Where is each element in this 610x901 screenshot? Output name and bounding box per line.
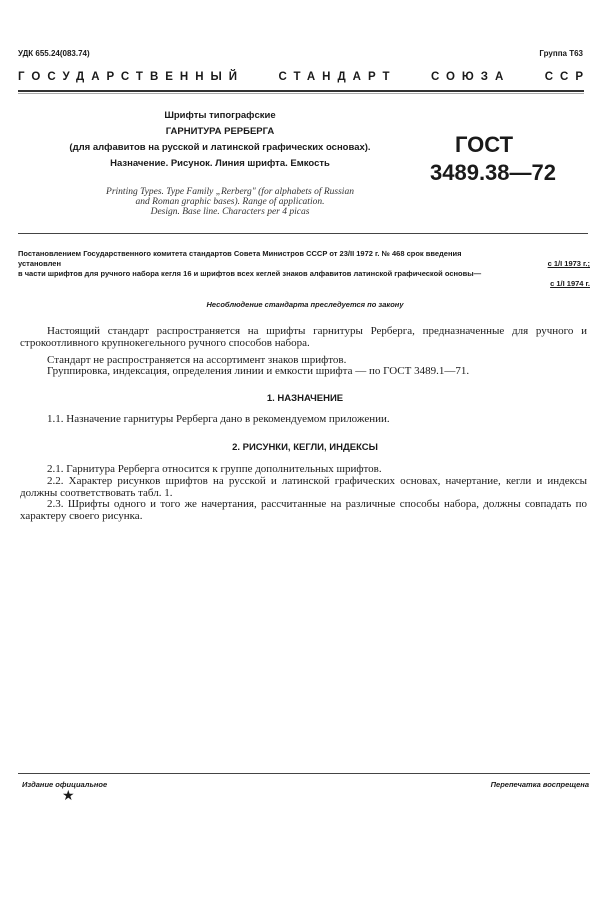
- clause-1-1: 1.1. Назначение гарнитуры Рерберга дано в рекомендуемом приложении.: [47, 413, 390, 425]
- decree-line-1: [18, 249, 590, 259]
- section-heading-1: 1. НАЗНАЧЕНИЕ: [266, 393, 344, 404]
- title-block: [40, 108, 400, 172]
- decree-block: [18, 249, 590, 289]
- non-compliance-notice: Несоблюдение стандарта преследуется по закону: [206, 300, 404, 309]
- star-icon: ★: [62, 789, 75, 804]
- reprint-prohibited-label: Перепечатка воспрещена: [490, 780, 589, 789]
- clause-2-1: 2.1. Гарнитура Рерберга относится к группе дополнительных шрифтов.: [47, 463, 382, 475]
- decree-date-1: с 1/I 1973 г.;: [547, 259, 590, 268]
- intro-paragraph-2: Стандарт не распространяется на ассортимент знаков шрифтов.: [47, 354, 347, 366]
- intro-paragraph-3: Группировка, индексация, определения линии и емкости шрифта — по ГОСТ 3489.1—71.: [47, 365, 470, 377]
- clause-2-2: 2.2. Характер рисунков шрифтов на русской и латинской графических основах, начертание, кегли и индексы должны соответствовать табл. 1.: [20, 475, 587, 499]
- banner-word-2: СТАНДАРТ: [278, 71, 397, 83]
- title-line-2: ГАРНИТУРА РЕРБЕРГА: [165, 126, 275, 137]
- udk-code: УДК 655.24(083.74): [18, 49, 90, 58]
- decree-line-3: [18, 269, 590, 279]
- decree-text-2: установлен: [18, 259, 61, 268]
- intro-text-1: Настоящий стандарт распространяется на шрифты гарнитуры Рерберга, предназначенные для ручного и строкоотливного крупнокегельного ручного способов набора.: [20, 325, 587, 349]
- decree-line-2: [18, 259, 590, 269]
- english-title-line-1: Printing Types. Type Family „Rerberg" (for alphabets of Russian: [106, 187, 354, 197]
- middle-rule: [18, 233, 588, 234]
- clause-2-3: 2.3. Шрифты одного и того же начертания, рассчитанные на различные способы набора, должны совпадать по характеру своего рисунка.: [20, 498, 587, 522]
- title-line-3: (для алфавитов на русской и латинской графических основах).: [69, 142, 371, 153]
- english-title-line-2: and Roman graphic bases). Range of application.: [135, 197, 325, 207]
- decree-date-2: с 1/I 1974 г.: [550, 279, 590, 288]
- title-line-4: Назначение. Рисунок. Линия шрифта. Емкость: [110, 158, 330, 169]
- decree-line-4: [18, 279, 590, 289]
- group-code: Группа Т63: [539, 49, 583, 58]
- decree-text-3: в части шрифтов для ручного набора кегля 16 и шрифтов всех кеглей знаков алфавитов латинской графической основы—: [18, 269, 482, 278]
- section-heading-2: 2. РИСУНКИ, КЕГЛИ, ИНДЕКСЫ: [232, 442, 378, 453]
- banner-word-3: СОЮЗА: [430, 71, 511, 83]
- official-edition-label: Издание официальное: [22, 780, 108, 789]
- title-line-1: Шрифты типографские: [164, 110, 276, 121]
- decree-text-1: Постановлением Государственного комитета стандартов Совета Министров СССР от 23/II 1972 г. № 468 срок введения: [18, 249, 462, 258]
- top-rule: [18, 90, 584, 92]
- state-standard-banner: [18, 71, 590, 83]
- english-title-block: [80, 187, 380, 217]
- top-rule-thin: [18, 93, 584, 94]
- intro-paragraph-1: [20, 326, 587, 349]
- banner-word-1: ГОСУДАРСТВЕННЫЙ: [18, 71, 245, 83]
- gost-label: ГОСТ: [455, 132, 514, 157]
- gost-number: 3489.38—72: [430, 160, 556, 185]
- bottom-rule: [18, 773, 590, 774]
- banner-word-4: ССР: [544, 71, 590, 83]
- english-title-line-3: Design. Base line. Characters per 4 picas: [150, 207, 310, 217]
